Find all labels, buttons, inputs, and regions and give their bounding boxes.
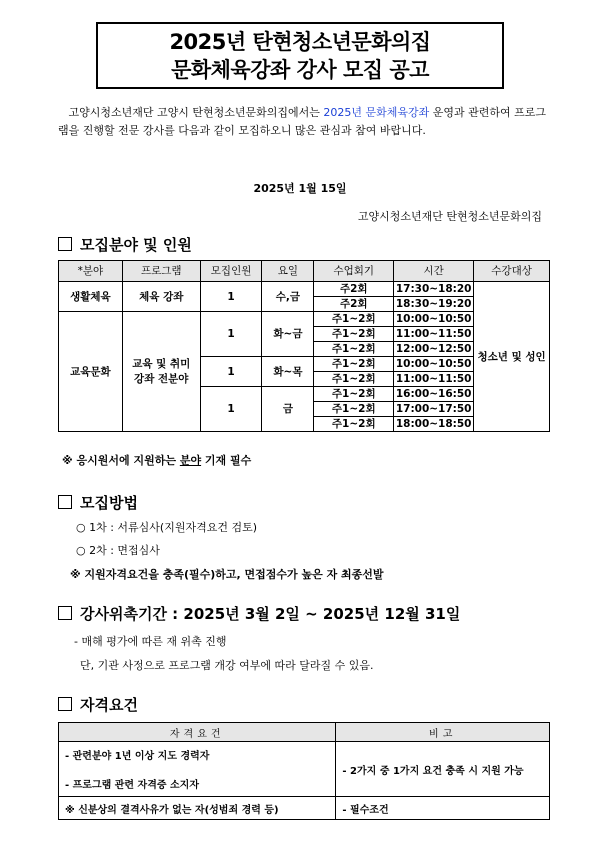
remark-cell: - 2가지 중 1가지 요건 충족 시 지원 가능 [336,742,550,797]
col-header: 요일 [262,261,314,282]
title-box [96,22,504,89]
time-cell: 12:00~12:50 [394,342,474,357]
col-header: 모집인원 [200,261,262,282]
count-cell: 1 [200,357,262,387]
section1-heading-text: 모집분야 및 인원 [80,236,192,254]
requirement-cell: ※ 신분상의 결격사유가 없는 자(성범죄 경력 등) [59,797,336,820]
title-line2: 문화체육강좌 강사 모집 공고 [171,58,429,82]
recruitment-table [58,260,550,432]
time-cell: 17:30~18:20 [394,282,474,297]
count-cell: 1 [200,282,262,312]
time-cell: 17:00~17:50 [394,402,474,417]
intro-highlight: 2025년 문화체육강좌 [323,106,430,119]
session-cell: 주1~2회 [314,342,394,357]
period-line1: - 매해 평가에 따른 재 위촉 진행 [74,635,227,648]
method-step1: ○ 1차 : 서류심사(지원자격요건 검토) [76,521,258,534]
table-row [59,742,550,797]
col-header: 프로그램 [122,261,200,282]
field-note-underlined: 분야 [179,454,202,467]
requirements-table [58,722,550,820]
title-line1: 2025년 탄현청소년문화의집 [169,30,431,54]
days-cell: 수,금 [262,282,314,312]
days-cell: 화~목 [262,357,314,387]
time-cell: 10:00~10:50 [394,312,474,327]
time-cell: 18:00~18:50 [394,417,474,432]
requirement-2: - 프로그램 관련 자격증 소지자 [65,780,199,791]
checkbox-square-icon [58,697,72,711]
col-header: 수강대상 [474,261,550,282]
col-header: 시간 [394,261,474,282]
table-row [59,797,550,820]
section4-heading [58,694,138,715]
program-cell: 체육 강좌 [122,282,200,312]
col-header: *분야 [59,261,123,282]
checkbox-square-icon [58,495,72,509]
intro-paragraph [58,104,550,140]
section2-heading [58,492,138,513]
time-cell: 16:00~16:50 [394,387,474,402]
requirement-cell [59,742,336,797]
col-header: 수업회기 [314,261,394,282]
section1-heading [58,234,192,255]
section3-heading [58,603,460,624]
days-cell: 화~금 [262,312,314,357]
field-note-text-end: 기재 필수 [201,454,252,467]
section3-heading-text: 강사위촉기간 : 2025년 3월 2일 ~ 2025년 12월 31일 [80,605,461,623]
field-cell: 교육문화 [59,312,123,432]
intro-text-1: 고양시청소년재단 고양시 탄현청소년문화의집에서는 [68,106,324,119]
table-header-row [59,261,550,282]
count-cell: 1 [200,312,262,357]
checkbox-square-icon [58,606,72,620]
days-cell: 금 [262,387,314,432]
count-cell: 1 [200,387,262,432]
col-header: 비고 [336,723,550,742]
time-cell: 11:00~11:50 [394,372,474,387]
session-cell: 주1~2회 [314,312,394,327]
intro-text-2: 운영과 관련하여 프로그램을 진행할 전문 강사를 다음과 같이 모집하오니 많은 관심과 참여 바랍니다. [58,106,547,137]
time-cell: 11:00~11:50 [394,327,474,342]
announcement-date: 2025년 1월 15일 [253,182,347,195]
time-cell: 18:30~19:20 [394,297,474,312]
table-row [59,282,550,297]
field-note-text: ※ 응시원서에 지원하는 [62,454,180,467]
section2-heading-text: 모집방법 [80,494,138,512]
section4-heading-text: 자격요건 [80,696,138,714]
method-step2: ○ 2차 : 면접심사 [76,544,160,557]
requirement-1: - 관련분야 1년 이상 지도 경력자 [65,751,210,762]
session-cell: 주1~2회 [314,327,394,342]
field-cell: 생활체육 [59,282,123,312]
session-cell: 주1~2회 [314,402,394,417]
session-cell: 주2회 [314,282,394,297]
organization-name: 고양시청소년재단 탄현청소년문화의집 [357,210,542,223]
program-cell: 교육 및 취미강좌 전분야 [122,312,200,432]
session-cell: 주1~2회 [314,387,394,402]
remark-cell: - 필수조건 [336,797,550,820]
method-note: ※ 지원자격요건을 충족(필수)하고, 면접점수가 높은 자 최종선발 [70,568,384,581]
checkbox-square-icon [58,237,72,251]
session-cell: 주2회 [314,297,394,312]
period-line2: 단, 기관 사정으로 프로그램 개강 여부에 따라 달라질 수 있음. [80,659,374,672]
col-header: 자격요건 [59,723,336,742]
target-cell: 청소년 및 성인 [474,282,550,432]
session-cell: 주1~2회 [314,357,394,372]
session-cell: 주1~2회 [314,417,394,432]
field-note [62,452,251,468]
table-header-row [59,723,550,742]
time-cell: 10:00~10:50 [394,357,474,372]
session-cell: 주1~2회 [314,372,394,387]
